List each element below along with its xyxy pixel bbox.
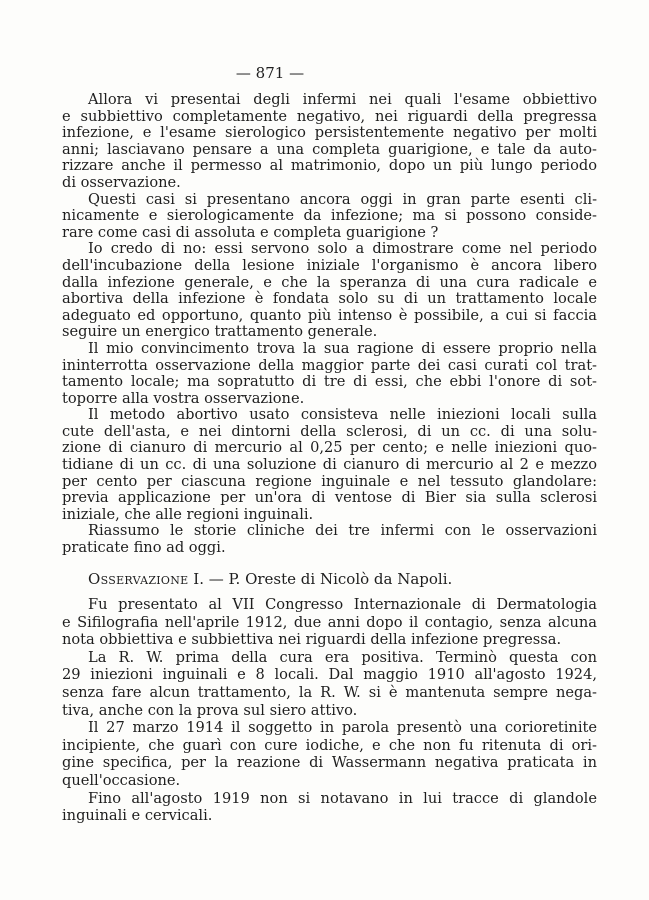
text-line: inguinali e cervicali.	[62, 807, 213, 825]
text-line: Il metodo abortivo usato consisteva nelle iniezioni locali sulla	[88, 406, 597, 424]
text-line: Allora vi presentai degli infermi nei quali l'esame obbiettivo	[88, 91, 597, 108]
paragraph	[62, 790, 597, 825]
text-line: Questi casi si presentano ancora oggi in gran parte esenti cli-	[88, 190, 597, 208]
page-number: — 871 —	[235, 64, 305, 82]
text-line: rizzare anche il permesso al matrimonio, dopo un più lungo periodo	[62, 157, 597, 175]
observation-title: I. — P. Oreste di Nicolò da Napoli.	[188, 570, 453, 588]
text-line: toporre alla vostra osservazione.	[62, 389, 305, 407]
paragraph	[62, 407, 597, 523]
text-line: Riassumo le storie cliniche dei tre infermi con le osservazioni	[88, 522, 597, 540]
text-line: infezione, e l'esame sierologico persistentemente negativo per molti	[62, 124, 597, 142]
text-line: e Sifilografia nell'aprile 1912, due anni dopo il contagio, senza alcuna	[62, 613, 597, 631]
observation-label: Osservazione	[88, 570, 189, 588]
text-line: incipiente, che guarì con cure iodiche, e che non fu ritenuta di ori-	[62, 736, 597, 754]
text-line: e subbiettivo completamente negativo, nei riguardi della pregressa	[62, 107, 597, 125]
text-line: iniziale, che alle regioni inguinali.	[62, 505, 314, 523]
paragraph	[62, 241, 597, 341]
paragraph	[62, 523, 597, 556]
text-line: nicamente e sierologicamente da infezione; ma si possono conside-	[62, 207, 597, 225]
text-line: per cento per ciascuna regione inguinale e nel tessuto glandolare:	[62, 472, 597, 490]
text-line: tidiane di un cc. di una soluzione di cianuro di mercurio al 2 e mezzo	[62, 456, 597, 474]
text-line: Fu presentato al VII Congresso Internazionale di Dermatologia	[88, 596, 597, 613]
body-section-2	[62, 596, 597, 825]
text-line: gine specifica, per la reazione di Wassermann negativa praticata in	[62, 754, 597, 772]
text-line: Il 27 marzo 1914 il soggetto in parola presentò una corioretinite	[88, 719, 597, 737]
paragraph	[62, 192, 597, 242]
text-line: Io credo di no: essi servono solo a dimostrare come nel periodo	[88, 240, 597, 258]
text-line: anni; lasciavano pensare a una completa guarigione, e tale da auto-	[62, 140, 597, 158]
text-line: dell'incubazione della lesione iniziale l'organismo è ancora libero	[62, 256, 597, 274]
text-line: La R. W. prima della cura era positiva. Terminò questa con	[88, 648, 597, 666]
text-line: Fino all'agosto 1919 non si notavano in lui tracce di glandole	[88, 789, 597, 807]
text-line: Il mio convincimento trova la sua ragione di essere proprio nella	[88, 339, 597, 357]
paragraph	[62, 596, 597, 649]
text-line: rare come casi di assoluta e completa guarigione ?	[62, 223, 439, 241]
text-line: adeguato ed opportuno, quanto più intenso è possibile, a cui si faccia	[62, 306, 597, 324]
paragraph	[62, 92, 597, 192]
observation-heading	[88, 570, 452, 588]
text-line: 29 iniezioni inguinali e 8 locali. Dal maggio 1910 all'agosto 1924,	[62, 666, 597, 684]
text-line: abortiva della infezione è fondata solo su di un trattamento locale	[62, 290, 597, 308]
text-line: quell'occasione.	[62, 771, 181, 789]
text-line: zione di cianuro di mercurio al 0,25 per cento; e nelle iniezioni quo-	[62, 439, 597, 457]
paragraph	[62, 341, 597, 407]
text-line: di osservazione.	[62, 173, 181, 191]
text-line: tiva, anche con la prova sul siero attivo.	[62, 701, 358, 719]
text-line: tamento locale; ma sopratutto di tre di essi, che ebbi l'onore di sot-	[62, 373, 597, 391]
text-line: dalla infezione generale, e che la speranza di una cura radicale e	[62, 273, 597, 291]
paragraph	[62, 649, 597, 719]
text-line: seguire un energico trattamento generale.	[62, 323, 378, 341]
text-line: senza fare alcun trattamento, la R. W. si è mantenuta sempre nega-	[62, 683, 597, 701]
text-line: praticate fino ad oggi.	[62, 539, 226, 557]
text-line: cute dell'asta, e nei dintorni della sclerosi, di un cc. di una solu-	[62, 422, 597, 440]
text-line: nota obbiettiva e subbiettiva nei riguardi della infezione pregressa.	[62, 631, 562, 649]
text-line: ininterrotta osservazione della maggior parte dei casi curati col trat-	[62, 356, 597, 374]
body-section-1	[62, 92, 597, 557]
paragraph	[62, 719, 597, 789]
text-line: previa applicazione per un'ora di ventose di Bier sia sulla sclerosi	[62, 489, 597, 507]
